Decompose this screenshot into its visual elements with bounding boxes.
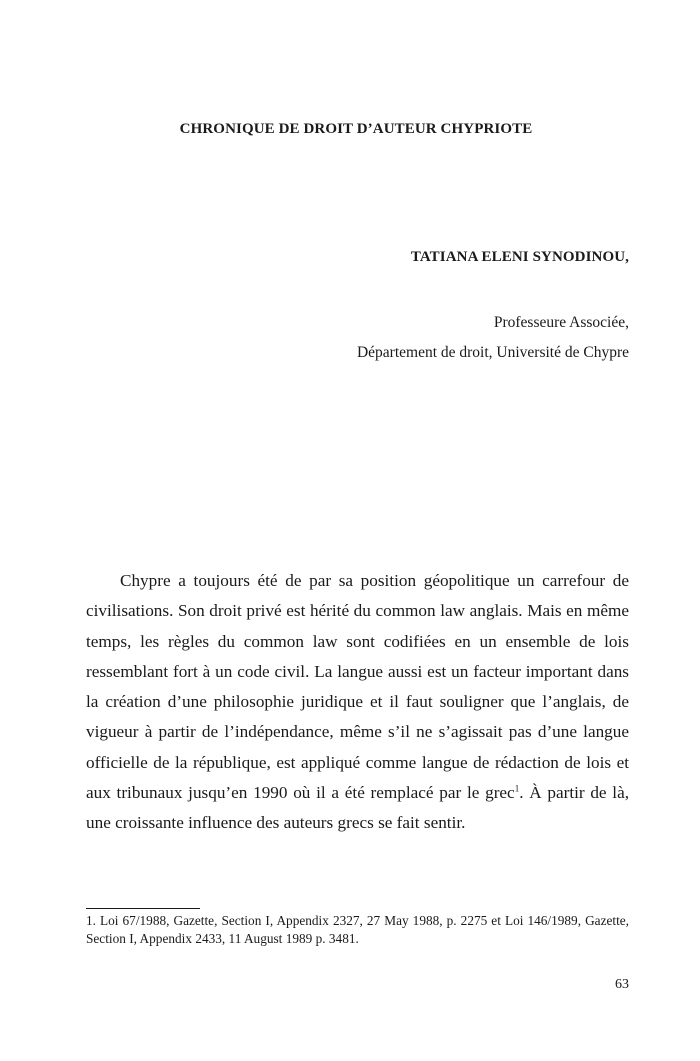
page-number: 63 <box>615 977 629 992</box>
footnote-separator <box>86 908 200 909</box>
author-name: TATIANA ELENI SYNODINOU, <box>410 249 629 265</box>
footnote-reference: 1 <box>514 783 520 794</box>
paragraph-text-part2: . À partir de là, une croissante influence des auteurs grecs se fait sentir. <box>86 783 629 833</box>
chapter-title: CHRONIQUE DE DROIT D’AUTEUR CHYPRIOTE <box>179 121 533 137</box>
paragraph-text-part1: Chypre a toujours été de par sa position géopolitique un carrefour de civilisations. Son droit privé est hérité du common law anglais. Mais en même temps, les règles du common law sont codifiées en un ensemble de lois ressemblant fort à un code civil. La langue aussi est un facteur important dans la création d’une philosophie juridique et il faut souligner que l’anglais, de vigueur à partir de l’indépendance, même s’il ne s’agissait pas d’une langue officielle de la république, est appliqué comme langue de rédaction de lois et aux tribunaux jusqu’en 1990 où il a été remplacé par le grec <box>86 571 629 803</box>
body-paragraph <box>86 566 629 839</box>
author-institution: Département de droit, Université de Chypre <box>356 344 629 361</box>
footnote: 1. Loi 67/1988, Gazette, Section I, Appendix 2327, 27 May 1988, p. 2275 et Loi 146/1989, Gazette, Section I, Appendix 2433, 11 August 1989 p. 3481. <box>86 913 629 946</box>
author-position: Professeure Associée, <box>493 314 629 331</box>
